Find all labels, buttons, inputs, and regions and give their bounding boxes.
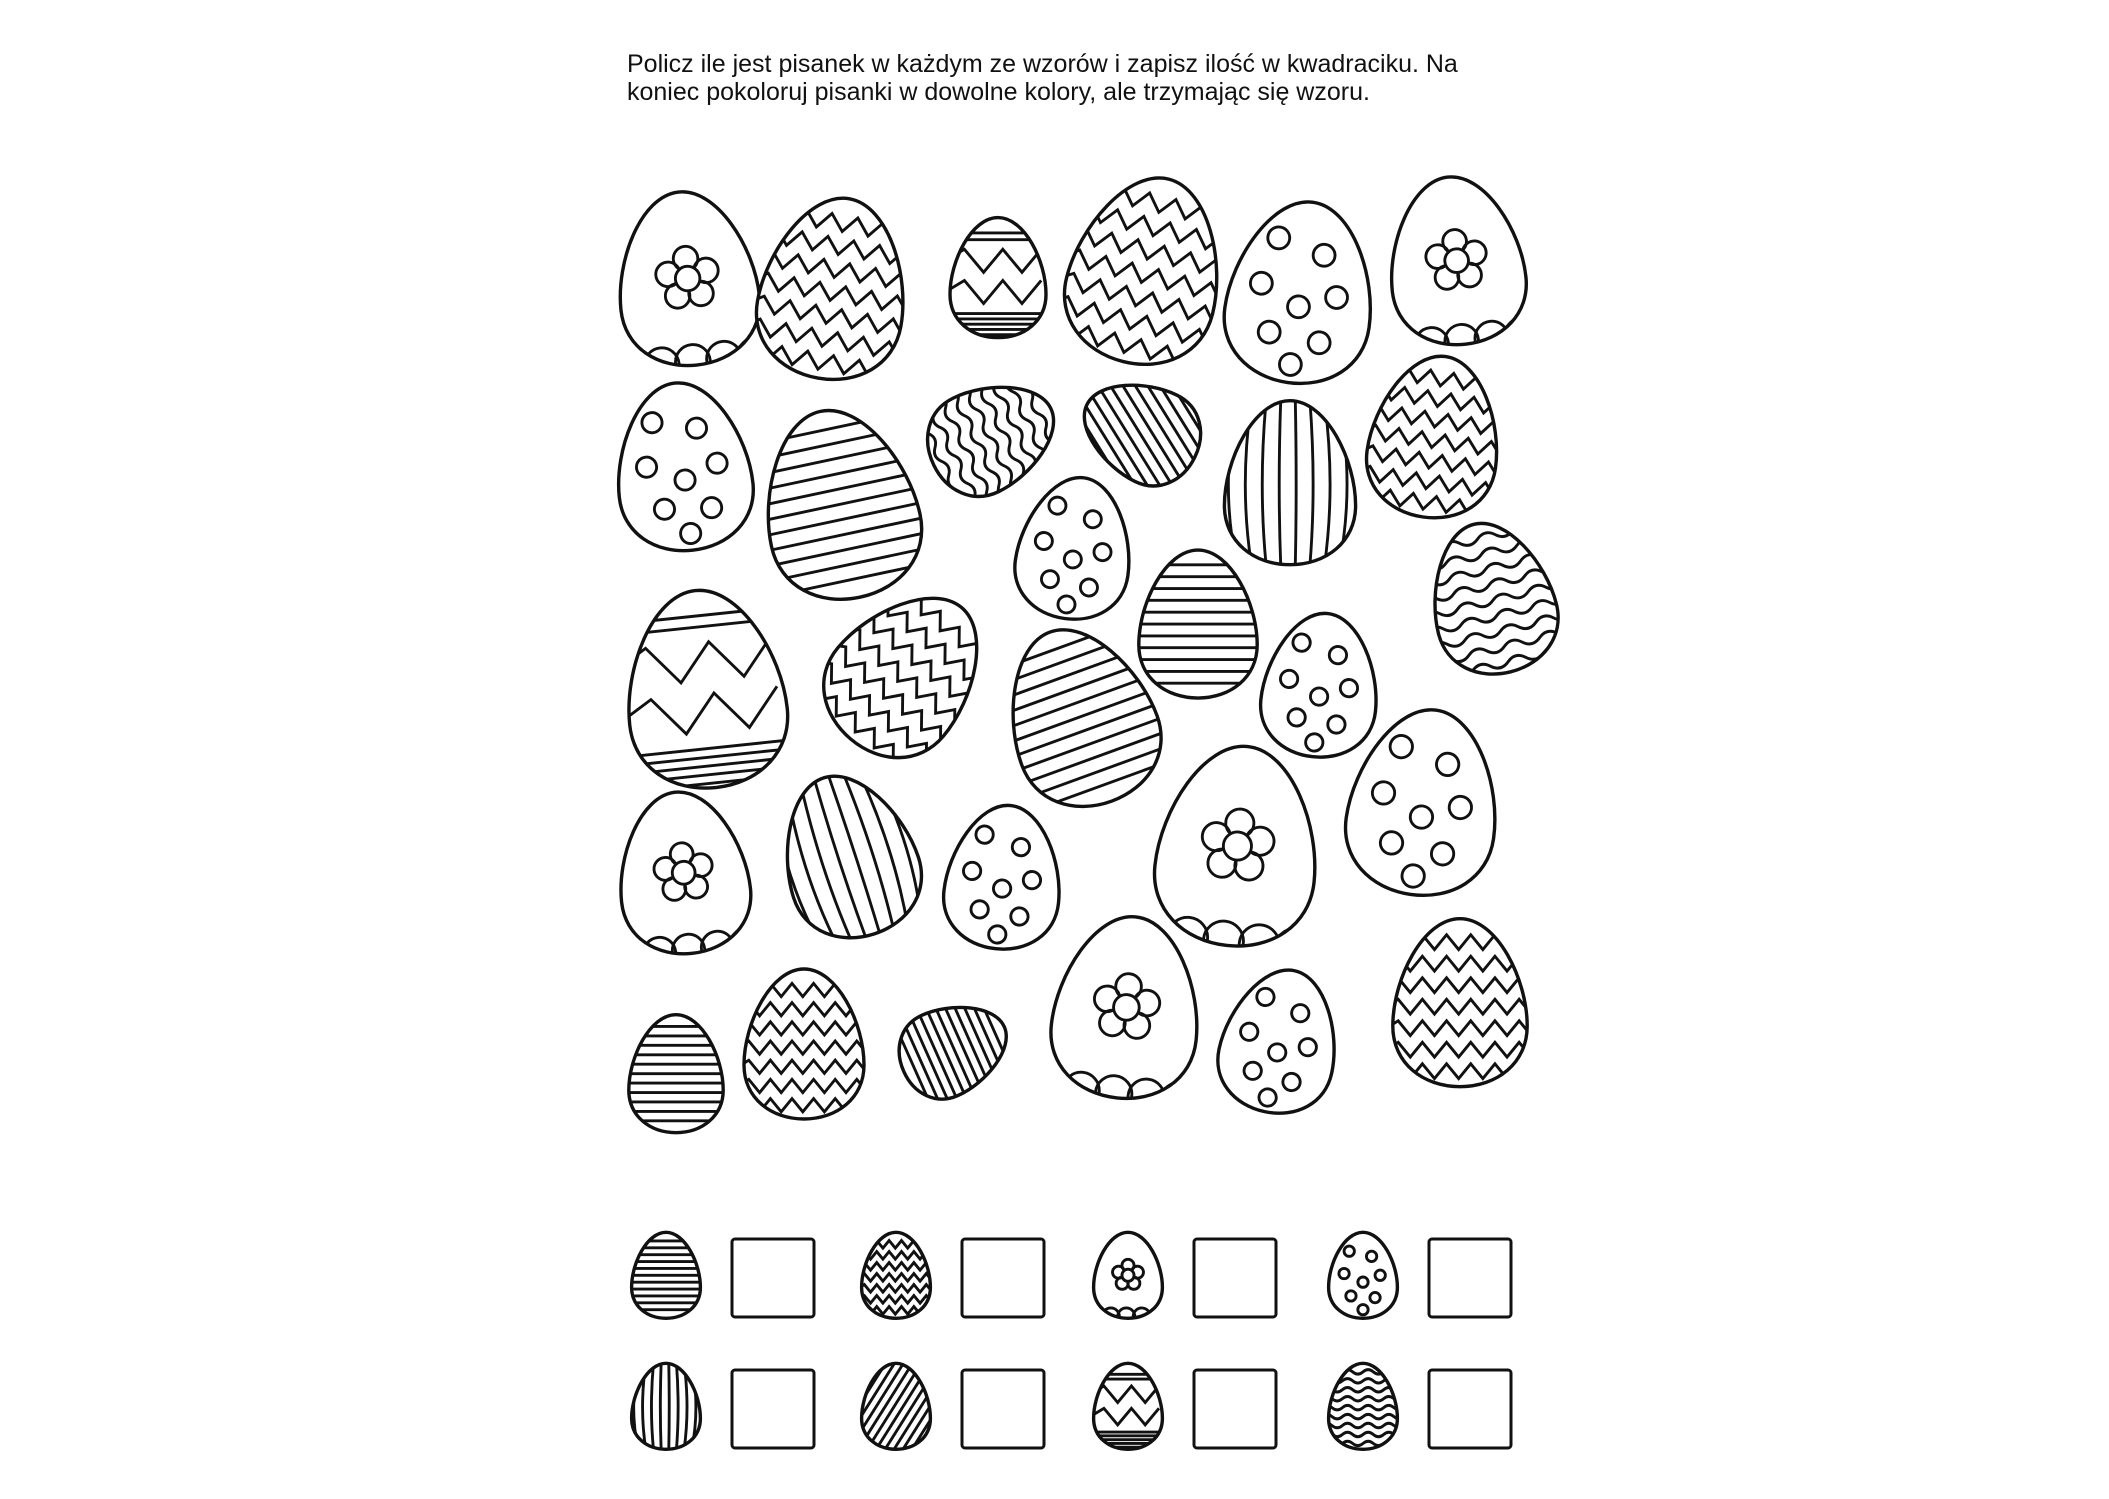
easter-egg-zigzag-bands: [601, 581, 811, 798]
eggs-field: [595, 159, 1581, 1133]
legend-item-flower: [1087, 1232, 1276, 1325]
answer-box-zigzag-bands[interactable]: [1194, 1370, 1276, 1448]
easter-egg-dots: [938, 800, 1068, 955]
answer-box-diagonal-stripes[interactable]: [962, 1370, 1044, 1448]
easter-egg-vertical-stripes: [1224, 397, 1355, 568]
easter-egg-dots: [608, 376, 759, 557]
easter-egg-flower: [598, 785, 765, 975]
easter-egg-stripes: [1127, 550, 1269, 698]
easter-egg-flower: [1028, 908, 1215, 1121]
legend-item-zigzag-bands: [1087, 1363, 1276, 1449]
answer-box-dots[interactable]: [1429, 1239, 1511, 1317]
easter-egg-zigzag: [1353, 347, 1514, 527]
legend-item-diagonal-stripes: [820, 1360, 1044, 1453]
answer-box-flower[interactable]: [1194, 1239, 1276, 1317]
legend-item-waves: [1322, 1363, 1511, 1449]
legend-section: [625, 1232, 1511, 1452]
legend-egg-zigzag-bands: [1087, 1363, 1170, 1449]
answer-box-stripes[interactable]: [732, 1239, 814, 1317]
legend-egg-dots: [1329, 1232, 1398, 1318]
easter-egg-vertical-stripes: [760, 755, 937, 958]
answer-box-zigzag[interactable]: [962, 1239, 1044, 1317]
easter-egg-dots: [1255, 608, 1385, 763]
easter-egg-zigzag: [1043, 159, 1246, 381]
legend-egg-stripes: [625, 1232, 708, 1318]
easter-egg-flower: [1368, 169, 1541, 366]
legend-egg-flower: [1087, 1232, 1166, 1325]
legend-item-zigzag: [858, 1232, 1044, 1318]
answer-box-vertical-stripes[interactable]: [732, 1370, 814, 1448]
easter-egg-zigzag-bands: [940, 218, 1055, 338]
legend-item-vertical-stripes: [632, 1362, 814, 1451]
legend-egg-zigzag: [858, 1232, 932, 1318]
easter-egg-stripes: [731, 392, 949, 616]
easter-egg-zigzag: [739, 185, 925, 392]
easter-egg-stripes: [882, 978, 1025, 1119]
legend-item-dots: [1329, 1232, 1511, 1318]
easter-egg-zigzag: [1386, 919, 1531, 1087]
easter-egg-dots: [1216, 192, 1386, 392]
instructions-text: Policz ile jest pisanek w każdym ze wzorów i zapisz ilość w kwadraciku. Na koniec pokoloruj pisanki w dowolne kolory, ale trzymając się wzoru.: [627, 50, 1458, 106]
easter-egg-waves: [1403, 507, 1581, 690]
legend-egg-waves: [1322, 1363, 1405, 1449]
easter-egg-flower: [595, 184, 774, 388]
easter-egg-dots: [1208, 959, 1351, 1124]
easter-egg-zigzag: [738, 969, 868, 1119]
legend-item-stripes: [625, 1232, 814, 1318]
answer-box-waves[interactable]: [1429, 1370, 1511, 1448]
easter-egg-dots: [1008, 470, 1140, 626]
easter-egg-stripes: [619, 1015, 732, 1133]
legend-egg-vertical-stripes: [632, 1362, 701, 1451]
